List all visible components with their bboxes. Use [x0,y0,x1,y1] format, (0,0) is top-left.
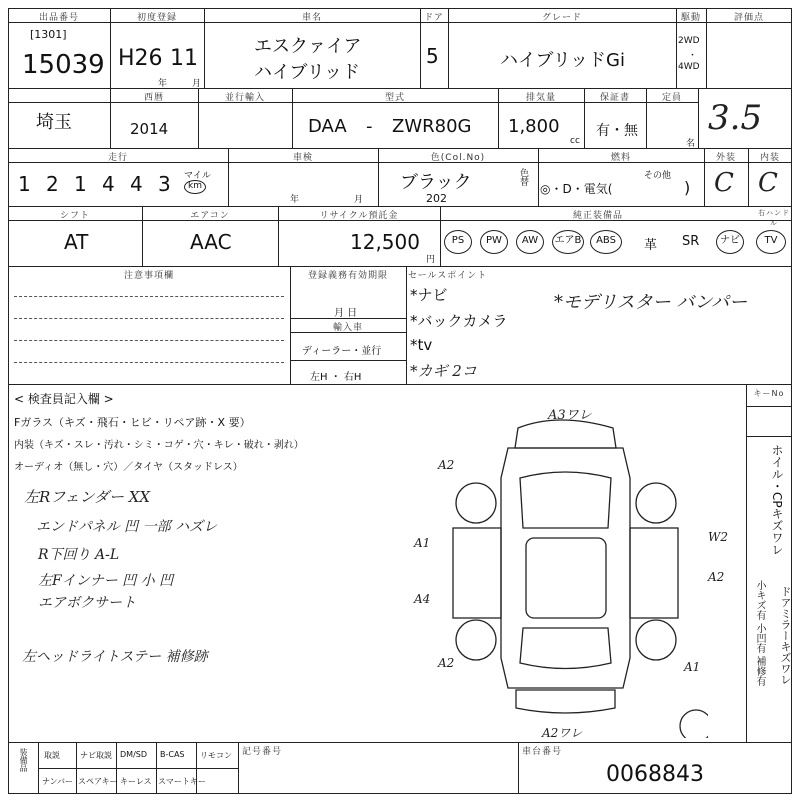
equip-right-label: 右ハンドル [758,209,790,227]
fuel-header: 燃料 [610,153,631,163]
bottom-r2-4: スマートキー [158,777,206,786]
right-front-wheel [636,483,676,523]
inspection-month-unit: 月 [354,195,364,205]
side-note-mirror: ドアミラーキズワレ [779,586,792,685]
interior-header: 内装 [759,153,780,163]
inspector-note-3: R下回り A-L [38,547,120,563]
exterior-header: 外装 [715,153,736,163]
bottom-r2-1: ナンバー [42,777,74,786]
spare-wheel [680,710,708,738]
rear-bumper-outline [516,690,615,713]
mileage-digit-4: 4 [102,172,115,196]
shift-header: シフト [59,211,90,221]
reg-month-day: 月 日 [334,308,358,319]
notes-header: 注意事項欄 [123,271,174,281]
lot-number: 15039 [22,50,105,80]
equipment-header: 純正装備品 [572,211,623,221]
inspector-note-5: エアボクサート [38,595,136,611]
aircon-value: AAC [190,230,232,254]
fuel-close: ) [684,178,691,197]
capacity-unit: 名 [686,139,696,149]
color-name: ブラック [400,172,472,193]
model-prefix: DAA [308,116,347,137]
shift-value: AT [64,230,89,254]
right-doors-outline [630,528,678,618]
inspector-interior: 内装（キズ・スレ・汚れ・シミ・コゲ・穴・キレ・破れ・剥れ） [14,440,304,451]
displacement-unit: cc [570,136,580,146]
rear-window-outline [520,628,611,669]
sales-point-3: *tv [410,336,433,354]
mileage-mile-label: マイル [184,171,211,181]
grade-value: ハイブリッドGi [500,50,625,71]
diag-label-w2: W2 [708,530,728,544]
equip-airbag: エアB [552,230,584,254]
diag-label-a2-bl: A2 [438,656,455,670]
inspector-header: < 検査員記入欄 > [14,392,114,406]
chassis-header: 車台番号 [522,747,563,757]
first-reg-era: H26 [118,46,163,71]
bottom-r1-4: B-CAS [160,750,185,759]
model-name-line2: ハイブリッド [254,62,361,83]
capacity-header: 定員 [661,93,682,103]
left-front-wheel [456,483,496,523]
diag-label-a4-l: A4 [414,592,431,606]
reg-steering: 左H ・ 右H [310,372,362,383]
year-value: 2014 [130,120,169,138]
first-reg-month-unit: 月 [192,79,202,89]
year-header: 西暦 [143,93,164,103]
interior-score: C [758,168,778,198]
region-value: 埼玉 [36,112,72,133]
equip-navi: ナビ [716,230,744,254]
mileage-km-label: km [184,180,206,194]
right-rear-wheel [636,620,676,660]
diag-label-bottom: A2ワレ [542,726,583,740]
windshield-outline [520,472,611,528]
equip-sr: SR [682,234,700,249]
inspector-note-2: エンドパネル 凹 一部 ハズレ [36,519,218,535]
left-rear-wheel [456,620,496,660]
grade-header: グレード [541,13,582,23]
doors-header: ドア [424,13,444,23]
doors-value: 5 [426,44,439,68]
mileage-digit-1: 1 [18,172,31,196]
bottom-r1-1: 取説 [44,751,60,760]
diag-label-a2-tl: A2 [438,458,455,472]
warranty-value: 有・無 [596,123,638,139]
equip-ps: PS [444,230,472,254]
first-reg-header: 初度登録 [136,13,177,23]
model-name-line1: エスクァイア [254,36,362,57]
equip-pw: PW [480,230,508,254]
model-name-header: 車名 [301,13,322,23]
displacement-header: 排気量 [525,93,556,103]
exterior-score: C [714,168,734,198]
drive-header: 駆動 [680,13,701,23]
bottom-r2-2: スペアキー [78,777,118,786]
equip-leather: 革 [644,238,658,253]
displacement-value: 1,800 [508,116,560,137]
chassis-number: 0068843 [606,762,704,787]
fuel-text: ◎・D・電気( [540,182,613,196]
lot-header: 出品番号 [38,13,79,23]
roof-outline [526,538,606,618]
bottom-r1-3: DM/SD [120,750,147,759]
inspector-note-1: 左Rフェンダー XX [24,488,151,506]
drive-sep: ・ [688,51,698,61]
inspection-year-unit: 年 [290,195,300,205]
first-reg-month: 11 [170,46,198,71]
sales-point-1: *ナビ [410,286,448,304]
inspection-header: 車検 [292,153,313,163]
recycle-value: 12,500 [350,230,420,254]
recycle-header: リサイクル預託金 [319,211,399,221]
equip-aw: AW [516,230,544,254]
inspector-note-6: 左ヘッドライトステー 補修跡 [22,649,208,665]
mileage-digit-3: 1 [74,172,87,196]
bottom-r1-2: ナビ取説 [80,751,112,760]
import-header: 輸入車 [332,323,363,333]
sales-note: *モデリスター バンパー [554,292,748,313]
recycle-unit: 円 [426,255,436,265]
model-code: ZWR80G [392,116,472,137]
diag-label-a1-br: A1 [684,660,701,674]
equip-tv: TV [756,230,786,254]
drive-2wd: 2WD [678,36,700,46]
sales-point-4: *カギ 2コ [410,362,477,380]
warranty-header: 保証書 [599,93,630,103]
auction-sheet [8,8,792,794]
bottom-side-label: 装備品 [19,748,28,772]
reg-dealer: ディーラー・並行 [302,346,382,357]
diag-label-a2-r: A2 [708,570,725,584]
front-bumper-outline [515,420,616,448]
side-note-damage: 小キズ有 小凹有 補修有 [754,580,765,687]
equip-abs: ABS [590,230,622,254]
mileage-digit-2: 2 [46,172,59,196]
mileage-digit-5: 4 [130,172,143,196]
diag-label-top: A3ワレ [548,408,592,423]
model-dash: - [366,116,373,137]
rating-value: 3.5 [708,98,763,138]
mileage-digit-6: 3 [158,172,171,196]
first-reg-year-unit: 年 [158,79,168,89]
diag-label-a1-l: A1 [414,536,431,550]
color-change-label: 色替 [518,168,528,186]
lot-code: [1301] [30,28,67,41]
aircon-header: エアコン [190,211,230,221]
color-header: 色(Col.No) [430,153,486,163]
fuel-other: その他 [644,171,672,181]
drive-4wd: 4WD [678,62,700,72]
bottom-r1-5: リモコン [200,751,232,760]
inspector-audio: オーディオ（無し・穴）／タイヤ（スタッドレス） [14,462,243,473]
chassis-sign-header: 記号番号 [242,747,283,757]
parallel-header: 並行輸入 [224,93,265,103]
side-note-wheel: ホイル・CPキズワレ [770,444,784,556]
reg-expiry-header: 登録義務有効期限 [307,271,388,281]
mileage-header: 走行 [107,153,128,163]
bottom-r2-3: キーレス [120,777,152,786]
rating-header: 評価点 [733,13,764,23]
inspector-glass: Fガラス（キズ・飛石・ヒビ・リペア跡・X 要） [14,416,251,429]
key-no-header: キーNo [753,389,785,398]
sales-point-2: *バックカメラ [410,312,508,330]
sales-points-header: セールスポイント [408,271,488,281]
model-header: 型式 [384,93,405,103]
color-code: 202 [426,192,447,205]
left-doors-outline [453,528,501,618]
inspector-note-4: 左Fインナー 凹 小 凹 [38,573,174,589]
